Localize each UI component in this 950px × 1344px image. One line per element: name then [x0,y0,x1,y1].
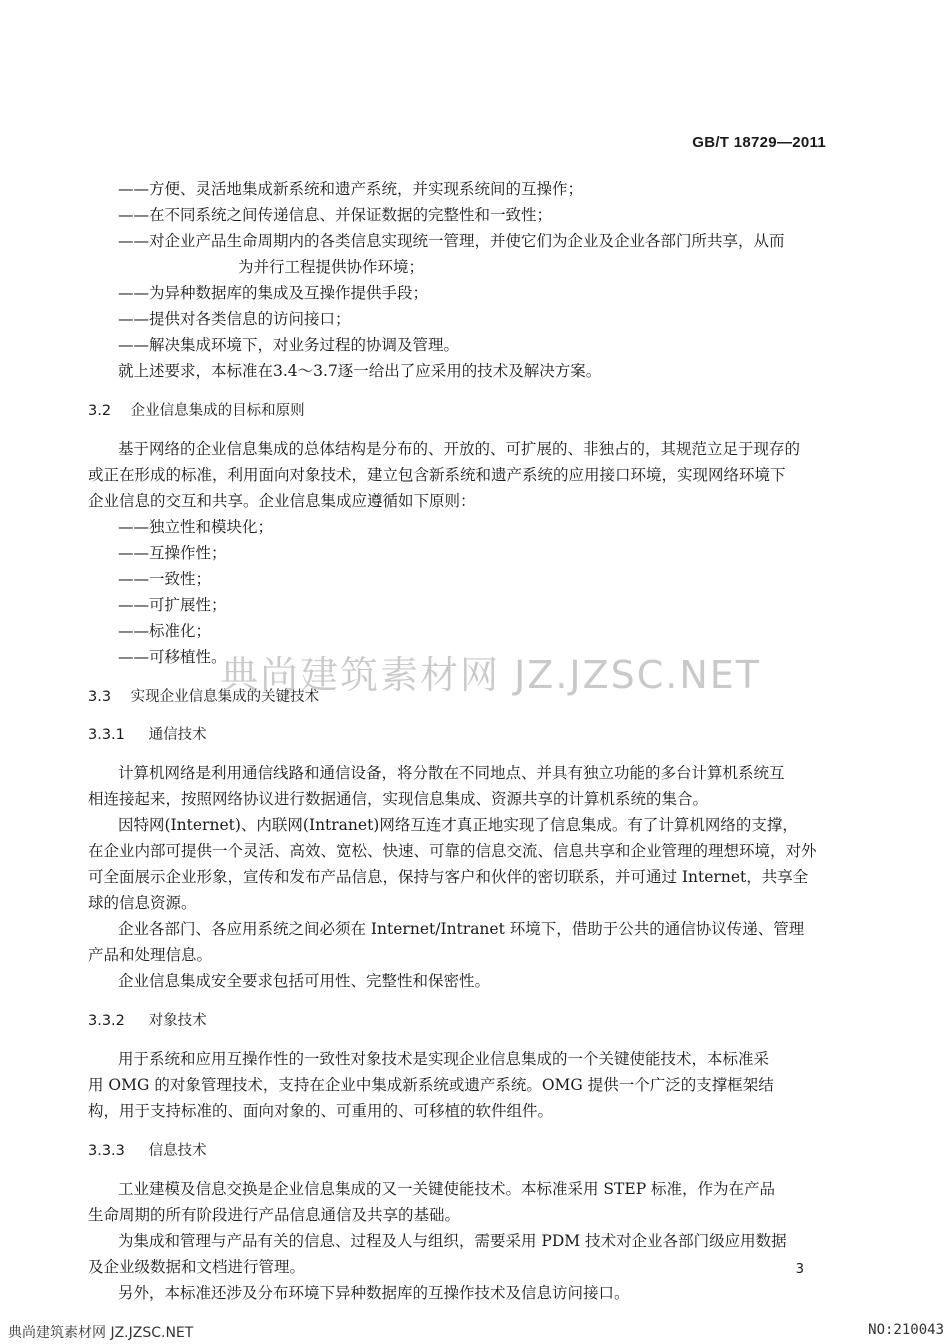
section-number: 3.3 [88,689,112,705]
paragraph-line: 企业信息的交互和共享。企业信息集成应遵循如下原则： [88,492,476,510]
standard-code: GB/T 18729—2011 [692,134,826,151]
list-item: ——可扩展性； [118,596,227,614]
paragraph-line: 另外，本标准还涉及分布环境下异种数据库的互操作技术及信息访问接口。 [118,1284,630,1302]
section-title: 实现企业信息集成的关键技术 [130,689,320,705]
paragraph-line: 生命周期的所有阶段进行产品信息通信及共享的基础。 [88,1206,461,1224]
page-number: 3 [795,1262,804,1277]
paragraph-line: 企业信息集成安全要求包括可用性、完整性和保密性。 [118,972,491,990]
paragraph-line: 在企业内部可提供一个灵活、高效、宽松、快速、可靠的信息交流、信息共享和企业管理的理想环境，对外 [88,842,817,860]
paragraph-line: 计算机网络是利用通信线路和通信设备，将分散在不同地点、并具有独立功能的多台计算机系统互 [118,764,785,782]
list-item: ——一致性； [118,570,212,588]
paragraph-line: 为集成和管理与产品有关的信息、过程及人与组织，需要采用 PDM 技术对企业各部门级应用数据 [118,1232,787,1250]
section-number: 3.3.1 [88,727,125,743]
paragraph-line: 基于网络的企业信息集成的总体结构是分布的、开放的、可扩展的、非独占的，其规范立足于现存的 [118,440,801,458]
document-body [88,176,828,1306]
section-heading-3-3-2 [88,1008,828,1034]
watermark: 典尚建筑素材网 JZ.JZSC.NET [220,653,762,697]
section-number: 3.2 [88,403,112,419]
intro-summary: 就上述要求，本标准在3.4～3.7逐一给出了应采用的技术及解决方案。 [118,362,602,380]
paragraph-line: 构，用于支持标准的、面向对象的、可重用的、可移植的软件组件。 [88,1102,554,1120]
paragraph-line: 可全面展示企业形象，宣传和发布产品信息，保持与客户和伙伴的密切联系，并可通过 Internet，共享全 [88,868,809,886]
list-item: ——方便、灵活地集成新系统和遗产系统，并实现系统间的互操作； [118,180,584,198]
paragraph-line: 产品和处理信息。 [88,946,213,964]
list-item: ——对企业产品生命周期内的各类信息实现统一管理，并使它们为企业及企业各部门所共享，从而 [118,232,785,250]
paragraph-line: 用于系统和应用互操作性的一致性对象技术是实现企业信息集成的一个关键使能技术，本标准采 [118,1050,770,1068]
section-number: 3.3.2 [88,1013,125,1029]
footer-doc-number: NO:210043 [868,1322,944,1338]
paragraph-line: 相连接起来，按照网络协议进行数据通信，实现信息集成、资源共享的计算机系统的集合。 [88,790,709,808]
section-heading-3-3-1 [88,722,828,748]
section-title: 通信技术 [148,727,207,743]
paragraph-line: 工业建模及信息交换是企业信息集成的又一关键使能技术。本标准采用 STEP 标准，作为在产品 [118,1180,776,1198]
section-title: 对象技术 [148,1013,207,1029]
section-number: 3.3.3 [88,1143,125,1159]
footer-site-name: 典尚建筑素材网 JZ.JZSC.NET [8,1325,194,1341]
list-item: ——标准化； [118,622,212,640]
paragraph-line: 企业各部门、各应用系统之间必须在 Internet/Intranet 环境下，借助于公共的通信协议传递、管理 [118,920,805,938]
list-item: ——独立性和模块化； [118,518,274,536]
paragraph-line: 因特网(Internet)、内联网(Intranet)网络互连才真正地实现了信息集成。有了计算机网络的支撑， [118,816,798,834]
list-item: ——互操作性； [118,544,227,562]
paragraph-line: 及企业级数据和文档进行管理。 [88,1258,306,1276]
list-item: ——提供对各类信息的访问接口； [118,310,351,328]
list-item: ——在不同系统之间传递信息、并保证数据的完整性和一致性； [118,206,553,224]
list-item: ——解决集成环境下，对业务过程的协调及管理。 [118,336,460,354]
section-heading-3-2 [88,398,828,424]
paragraph-line: 用 OMG 的对象管理技术，支持在企业中集成新系统或遗产系统。OMG 提供一个广泛的支撑框架结 [88,1076,774,1094]
section-heading-3-3-3 [88,1138,828,1164]
section-title: 企业信息集成的目标和原则 [130,403,305,419]
list-item: ——为异种数据库的集成及互操作提供手段； [118,284,429,302]
list-item-continuation: 为并行工程提供协作环境； [238,258,425,276]
section-title: 信息技术 [148,1143,207,1159]
paragraph-line: 或正在形成的标准，利用面向对象技术，建立包含新系统和遗产系统的应用接口环境，实现网络环境下 [88,466,786,484]
list-item: ——可移植性。 [118,648,227,666]
paragraph-line: 球的信息资源。 [88,894,197,912]
